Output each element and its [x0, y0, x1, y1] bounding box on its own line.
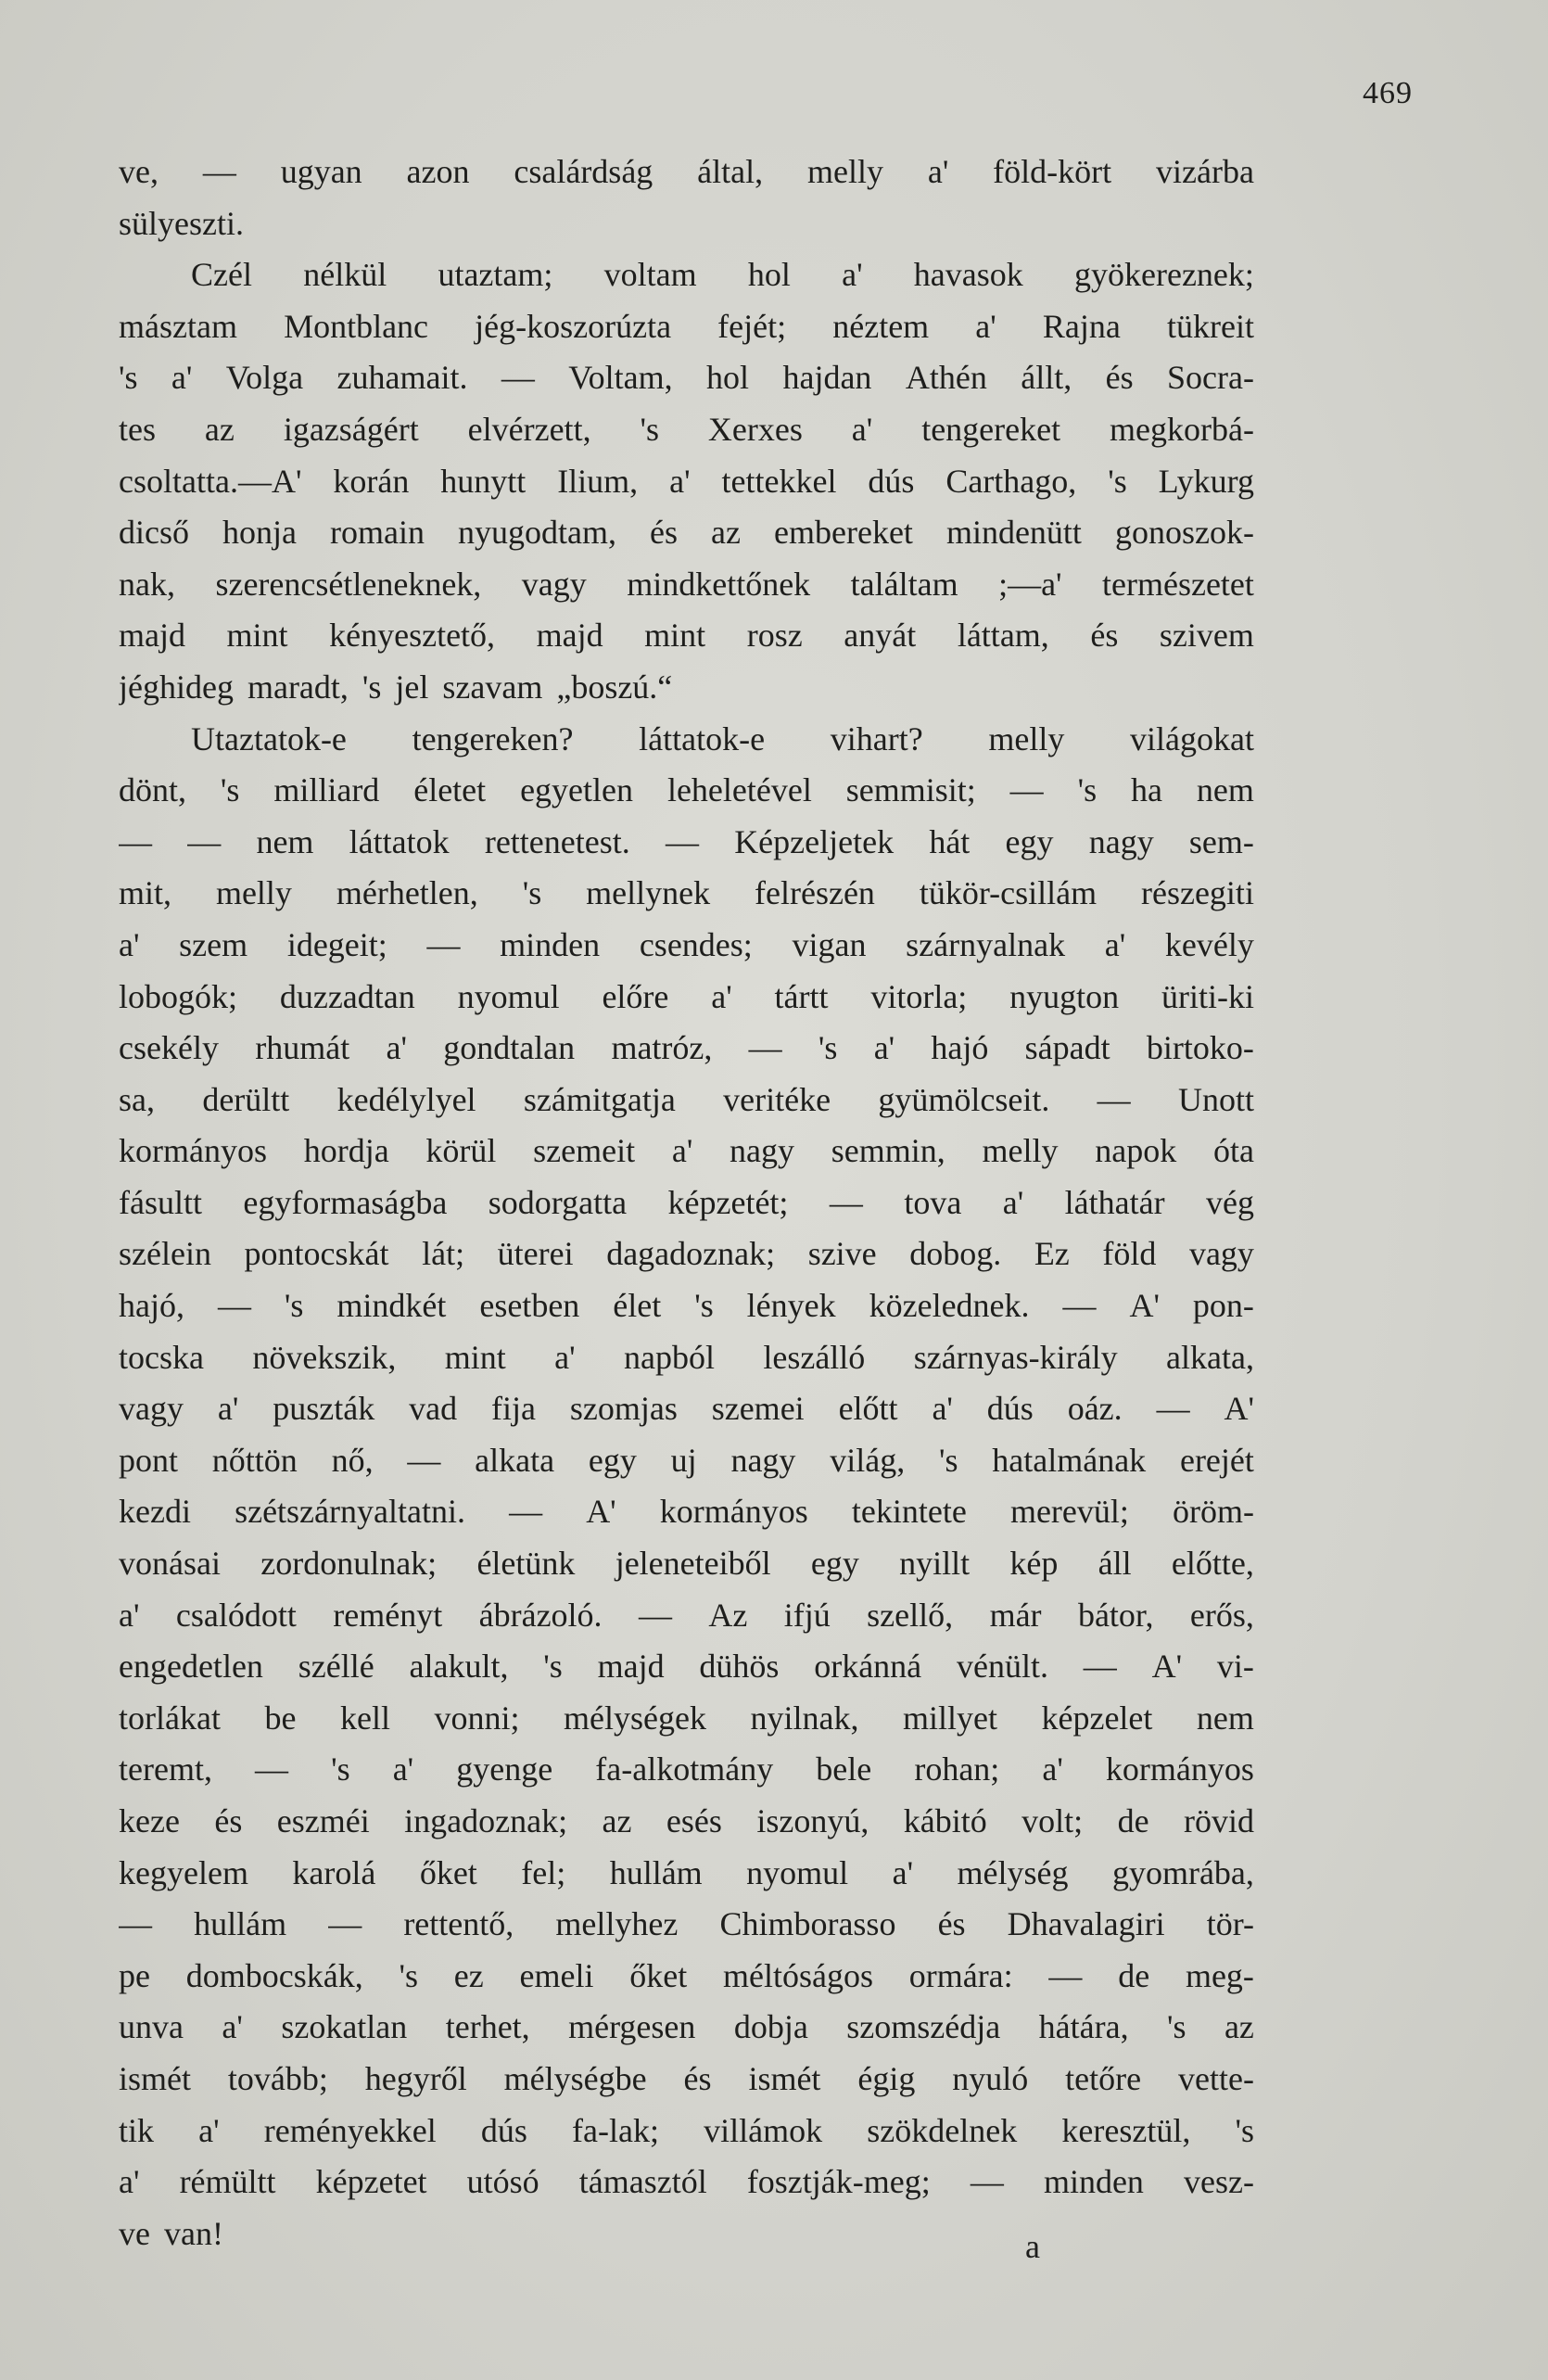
text-line: csoltatta.—A' korán hunytt Ilium, a' tettekkel dús Carthago, 's Lykurg: [119, 462, 1254, 500]
text-line: teremt, — 's a' gyenge fa-alkotmány bele rohan; a' kormányos: [119, 1750, 1254, 1788]
text-line: másztam Montblanc jég-koszorúzta fejét; néztem a' Rajna tükreit: [119, 307, 1254, 345]
text-line: kezdi szétszárnyaltatni. — A' kormányos tekintete merevül; öröm-: [119, 1493, 1254, 1531]
text-line: engedetlen széllé alakult, 's majd dühös orkánná vénült. — A' vi-: [119, 1648, 1254, 1686]
text-line: dönt, 's milliard életet egyetlen leheletével semmisit; — 's ha nem: [119, 771, 1254, 809]
text-line: lobogók; duzzadtan nyomul előre a' tártt vitorla; nyugton üriti-ki: [119, 977, 1254, 1015]
text-line: — — nem láttatok rettenetest. — Képzeljetek hát egy nagy sem-: [119, 822, 1254, 860]
text-line: Czél nélkül utaztam; voltam hol a' havasok gyökereznek;: [191, 256, 1254, 294]
text-line: mit, melly mérhetlen, 's mellynek felrészén tükör-csillám részegiti: [119, 874, 1254, 912]
text-line: majd mint kényesztető, majd mint rosz anyát láttam, és szivem: [119, 617, 1254, 655]
text-line: kegyelem karolá őket fel; hullám nyomul a' mélység gyomrába,: [119, 1853, 1254, 1891]
text-line: dicső honja romain nyugodtam, és az embereket mindenütt gonoszok-: [119, 514, 1254, 552]
page-number: 469: [1363, 76, 1413, 110]
text-line: — hullám — rettentő, mellyhez Chimborasso és Dhavalagiri tör-: [119, 1905, 1254, 1943]
text-line: a' csalódott reményt ábrázoló. — Az ifjú szellő, már bátor, erős,: [119, 1596, 1254, 1634]
text-line: tocska növekszik, mint a' napból leszálló szárnyas-király alkata,: [119, 1338, 1254, 1376]
text-line: torlákat be kell vonni; mélységek nyilnak, millyet képzelet nem: [119, 1699, 1254, 1737]
text-line: tik a' reményekkel dús fa-lak; villámok szökdelnek keresztül, 's: [119, 2111, 1254, 2149]
text-line: pont nőttön nő, — alkata egy uj nagy világ, 's hatalmának erejét: [119, 1441, 1254, 1479]
text-line: unva a' szokatlan terhet, mérgesen dobja szomszédja hátára, 's az: [119, 2008, 1254, 2046]
catchword: a: [1025, 2228, 1040, 2265]
text-line: fásultt egyformaságba sodorgatta képzetét; — tova a' láthatár vég: [119, 1183, 1254, 1221]
text-line: szélein pontocskát lát; üterei dagadoznak; szive dobog. Ez föld vagy: [119, 1235, 1254, 1273]
text-line: jéghideg maradt, 's jel szavam „boszú.“: [119, 668, 673, 706]
text-line: a' rémültt képzetet utósó támasztól fosztják-meg; — minden vesz-: [119, 2163, 1254, 2201]
text-line: sülyeszti.: [119, 204, 244, 242]
text-line: keze és eszméi ingadoznak; az esés iszonyú, kábitó volt; de rövid: [119, 1802, 1254, 1839]
text-line: ve, — ugyan azon csalárdság által, melly a' föld-kört vizárba: [119, 153, 1254, 190]
body-text: [119, 146, 1254, 2259]
text-line: a' szem idegeit; — minden csendes; vigan szárnyalnak a' kevély: [119, 925, 1254, 963]
text-line: hajó, — 's mindkét esetben élet 's lények közelednek. — A' pon-: [119, 1287, 1254, 1325]
text-line: 's a' Volga zuhamait. — Voltam, hol hajdan Athén állt, és Socra-: [119, 359, 1254, 397]
text-line: pe dombocskák, 's ez emeli őket méltóságos ormára: — de meg-: [119, 1956, 1254, 1994]
text-line: ismét tovább; hegyről mélységbe és ismét égig nyuló tetőre vette-: [119, 2059, 1254, 2097]
text-line: vagy a' puszták vad fija szomjas szemei előtt a' dús oáz. — A': [119, 1390, 1254, 1428]
text-line: vonásai zordonulnak; életünk jeleneteiből egy nyillt kép áll előtte,: [119, 1545, 1254, 1583]
text-line: nak, szerencsétleneknek, vagy mindkettőnek találtam ;—a' természetet: [119, 565, 1254, 603]
text-line: sa, derültt kedélylyel számitgatja veritéke gyümölcseit. — Unott: [119, 1080, 1254, 1118]
text-line: csekély rhumát a' gondtalan matróz, — 's a' hajó sápadt birtoko-: [119, 1029, 1254, 1067]
text-line: Utaztatok-e tengereken? láttatok-e vihart? melly világokat: [191, 719, 1254, 757]
text-line: ve van!: [119, 2214, 223, 2252]
text-line: tes az igazságért elvérzett, 's Xerxes a' tengereket megkorbá-: [119, 410, 1254, 448]
text-line: kormányos hordja körül szemeit a' nagy semmin, melly napok óta: [119, 1132, 1254, 1170]
